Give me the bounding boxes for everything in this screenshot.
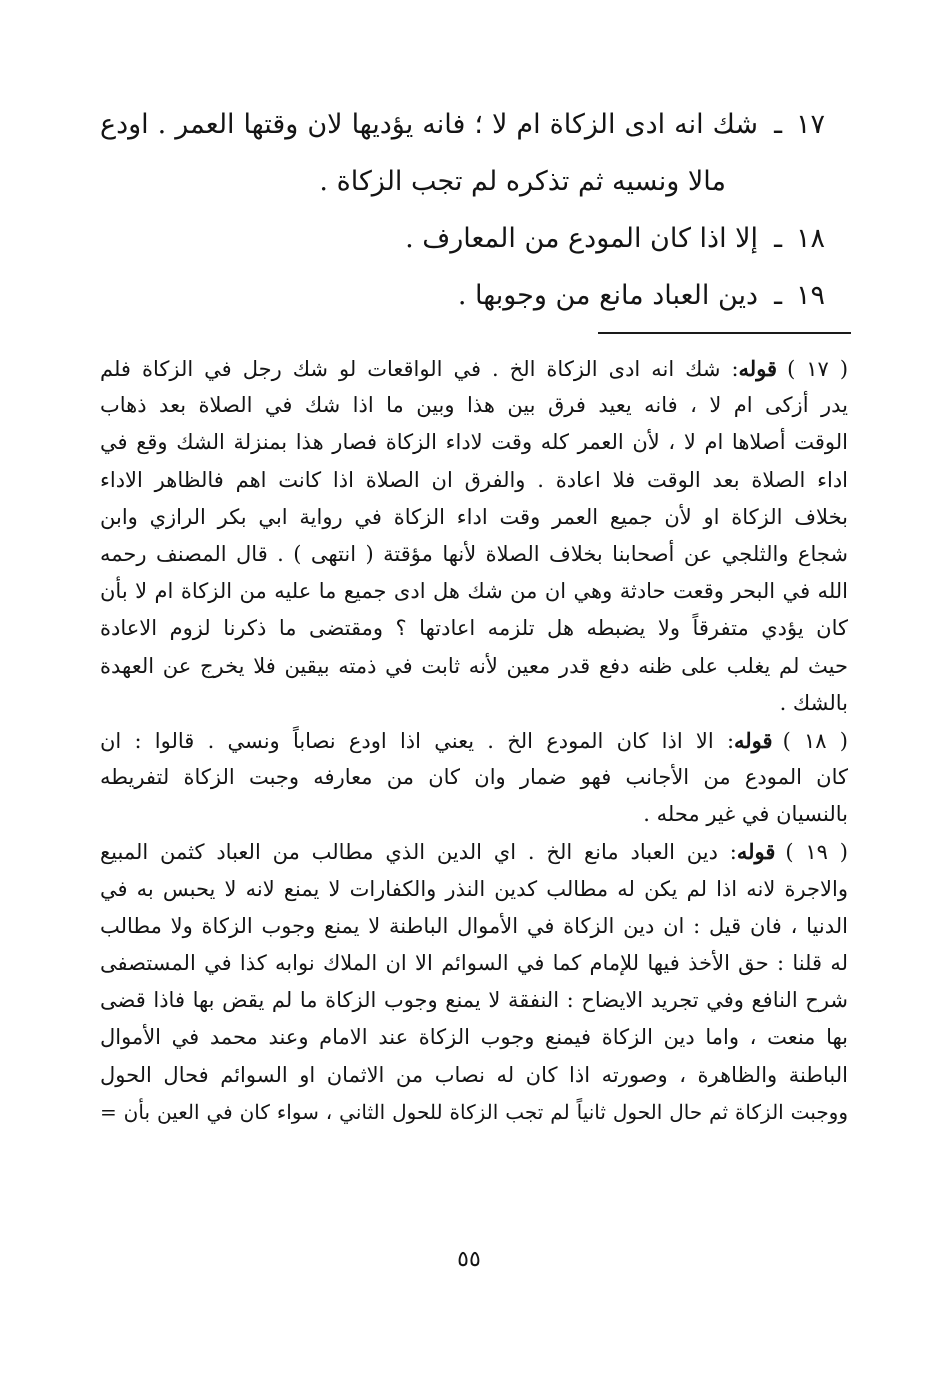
item-dash: ـ [774,223,782,254]
footnote-text: : دين العباد مانع الخ . اي الدين الذي مطالب من العباد كثمن المبيع [100,840,737,865]
item-text: شك انه ادى الزكاة ام لا ؛ فانه يؤديها لان وقتها العمر . اودع [100,109,759,140]
page-number: ٥٥ [457,1247,481,1272]
footnote-17-line: كان يؤدي متفرقاً ولا يضبطه هل تلزمه اعادتها ؟ ومقتضى ما ذكرنا لزوم الاعادة [100,616,848,641]
main-text [100,96,825,324]
footnote-19-line: شرح النافع وفي تجريد الايضاح : النفقة لا يمنع وجوب الزكاة ما لم يقض بها فاذا قضى [100,988,848,1013]
item-number: ١٧ [795,109,825,140]
footnotes [100,350,848,1131]
footnote-18-line: بالنسيان في غير محله . [643,802,848,827]
footnote-keyword: قوله [734,727,773,753]
footnote-17-line: الله في البحر وقعت حادثة وهي ان من شك هل ادى جميع ما عليه من الزكاة ام لا بأن [100,579,848,604]
footnote-17-line [100,350,848,387]
footnote-19-line: ووجبت الزكاة ثم حال الحول ثانياً لم تجب الزكاة للحول الثاني ، سواء كان في العين بأن = [100,1099,848,1124]
footnote-17-line: بالشك . [779,690,848,715]
footnote-17-line: بخلاف الزكاة او لأن جميع العمر وقت اداء الزكاة في رواية ابي بكر الرازي وابن [100,504,848,529]
footnote-17-line: شجاع والثلجي عن أصحابنا بخلاف الصلاة لأنها مؤقتة ( انتهى ) . قال المصنف رحمه [100,541,848,566]
main-item-18 [100,210,825,267]
footnote-17-line: الوقت أصلاها ام لا ، لأن العمر كله وقت لاداء الزكاة فصار هذا بمنزلة الشك وقع في [100,430,848,455]
footnote-number: ( ١٩ ) [785,840,848,865]
footnote-19-line: الباطنة والظاهرة ، وصورته اذا كان له نصاب من الاثمان او السوائم فحال الحول [100,1062,848,1087]
item-dash: ـ [774,109,782,140]
main-item-17-line-2 [100,153,825,210]
footnote-number: ( ١٧ ) [787,357,848,381]
footnote-19-line: له قلنا : حق الأخذ فيها للإمام كما في السوائم الا ان الملاك نوابه كذا في المستصفى [100,951,848,975]
main-item-19 [100,267,825,324]
item-number: ١٩ [795,280,825,311]
footnote-number: ( ١٨ ) [782,728,848,753]
footnote-19-line: بها منعت ، واما دين الزكاة فيمنع وجوب الزكاة عند الامام وعند محمد في الأموال [100,1025,848,1050]
footnote-text: : الا اذا كان المودع الخ . يعني اذا اودع نصاباً ونسي . قالوا : ان [100,728,735,753]
footnote-19-line [100,833,848,870]
footnote-18-line: كان المودع من الأجانب فهو ضمار وان كان من معارفه وجبت الزكاة لتفريطه [100,765,848,790]
item-text: مالا ونسيه ثم تذكره لم تجب الزكاة . [319,166,726,197]
item-dash: ـ [774,280,782,311]
item-text: إلا اذا كان المودع من المعارف . [405,223,759,254]
main-item-17-line-1 [100,96,825,153]
footnote-separator [598,332,851,334]
footnote-19-line: الدنيا ، فان قيل : ان دين الزكاة في الأموال الباطنة لا يمنع وجوب الزكاة ولا مطالب [100,913,848,938]
footnote-18-line [100,722,848,759]
footnote-17-line: يدر أزكى ام لا ، فانه يعيد فرق بين هذا وبين ما اذا شك في الصلاة بعد ذهاب [100,393,848,418]
footnote-keyword: قوله [736,839,776,865]
footnote-19-line: والاجرة لانه اذا لم يكن له مطالب كدين النذر والكفارات لا يمنع لانه لا يحبس به في [100,876,848,901]
footnote-17-line: حيث لم يغلب على ظنه دفع قدر معين لأنه ثابت في ذمته بيقين فلا يخرج عن العهدة [100,653,848,678]
item-number: ١٨ [795,223,825,254]
item-text: دين العباد مانع من وجوبها . [457,280,759,311]
footnote-text: : شك انه ادى الزكاة الخ . في الواقعات لو شك رجل في الزكاة فلم [100,357,739,381]
footnote-keyword: قوله [738,356,778,381]
footnote-17-line: اداء الصلاة بعد الوقت فلا اعادة . والفرق ان الصلاة اذا كانت اهم فالظاهر الاداء [100,467,848,492]
